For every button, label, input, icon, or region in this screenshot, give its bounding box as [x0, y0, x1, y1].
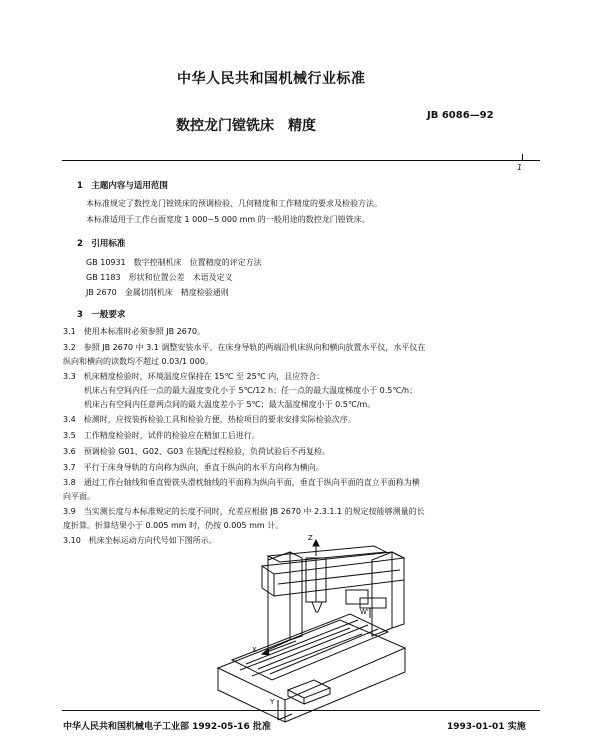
footer-rule — [62, 710, 540, 711]
section-1-paragraph-1: 本标准规定了数控龙门镗铣床的预调检验、几何精度和工作精度的要求及检验方法。 — [86, 199, 382, 208]
axis-label-x: X — [252, 646, 257, 654]
clause-3-3-line-3: 机床占有空间内任意两点间的最大温度差小于 5℃；最大温度梯度小于 0.5℃/m。 — [84, 400, 376, 409]
clause-3-3-line-2: 机床占有空间内任一点的最大温度变化小于 5℃/12 h；任一点的最大温度梯度小于 0.5℃/h； — [84, 386, 418, 395]
crossbeam — [262, 552, 404, 596]
axis-label-z: Z — [308, 534, 313, 542]
clause-3-4: 3.4 检测时，应按装拆检验工具和检验方便，热检项目的要求安排实际检验次序。 — [63, 415, 356, 424]
clause-3-2: 3.2 参照 JB 2670 中 3.1 调整安装水平。在床身导轨的两端沿机床纵向和横向放置水平仪，水平仪在 — [63, 343, 426, 352]
clause-3-5: 3.5 工作精度检验时，试件的检验应在精加工后进行。 — [63, 431, 260, 440]
side-head — [346, 590, 368, 604]
clause-3-8-continued: 向平面。 — [63, 492, 95, 501]
clause-3-2-continued: 纵向和横向的读数均不超过 0.03/1 000。 — [63, 357, 213, 366]
effective-date: 1993-01-01 实施 — [447, 722, 526, 732]
clause-3-10: 3.10 机床坐标运动方向代号如下图所示。 — [63, 536, 217, 545]
standard-number: JB 6086—92 — [427, 110, 494, 121]
top-beam — [268, 546, 386, 562]
section-2-heading: 2 引用标准 — [77, 239, 126, 249]
document-title: 数控龙门镗铣床 精度 — [176, 118, 316, 134]
clause-3-3: 3.3 机床精度检验时，环境温度应保持在 15℃ 至 25℃ 内，且应符合： — [63, 372, 325, 381]
axis-label-y: Y — [270, 698, 275, 706]
org-standard-heading: 中华人民共和国机械行业标准 — [177, 71, 366, 87]
axis-label-w: W' — [360, 608, 369, 616]
clause-3-9-continued: 度折算。折算结果小于 0.005 mm 时，仍按 0.005 mm 计。 — [63, 521, 284, 530]
section-3-heading: 3 一般要求 — [77, 310, 126, 320]
clause-3-1: 3.1 使用本标准时必须参照 JB 2670。 — [63, 327, 206, 336]
headstock — [306, 558, 326, 612]
clause-3-8: 3.8 通过工作台轴线和垂直镗铣头滑枕轴线的平面称为纵向平面，垂直于纵向平面的直立平面称为横 — [63, 478, 420, 487]
approval-line: 中华人民共和国机械电子工业部 1992-05-16 批准 — [63, 722, 271, 732]
right-column — [360, 552, 404, 636]
clause-3-6: 3.6 预调检验 G01、G02、G03 在装配过程检验，负荷试验后不再复检。 — [63, 447, 330, 456]
section-1-paragraph-2: 本标准适用于工作台面宽度 1 000~5 000 mm 的一般用途的数控龙门镗铣床。 — [86, 215, 370, 224]
clause-3-9: 3.9 当实测长度与本标准规定的长度不同时，允差应根据 JB 2670 中 2.3.1.1 的规定按能够测量的长 — [63, 507, 425, 516]
machine-bed — [218, 620, 405, 722]
z-axis-arrow — [313, 540, 319, 556]
left-column — [268, 552, 302, 650]
reference-item: GB 10931 数字控制机床 位置精度的评定方法 — [86, 258, 262, 267]
section-1-heading: 1 主题内容与适用范围 — [77, 181, 168, 191]
clause-3-7: 3.7 平行于床身导轨的方向称为纵向，垂直于纵向的水平方向称为横向。 — [63, 463, 324, 472]
reference-item: GB 1183 形状和位置公差 术语及定义 — [86, 273, 233, 282]
page-mark: 1 — [517, 163, 523, 172]
x-axis-arrow — [262, 641, 296, 655]
reference-item: JB 2670 金属切削机床 精度检验通则 — [86, 288, 229, 297]
